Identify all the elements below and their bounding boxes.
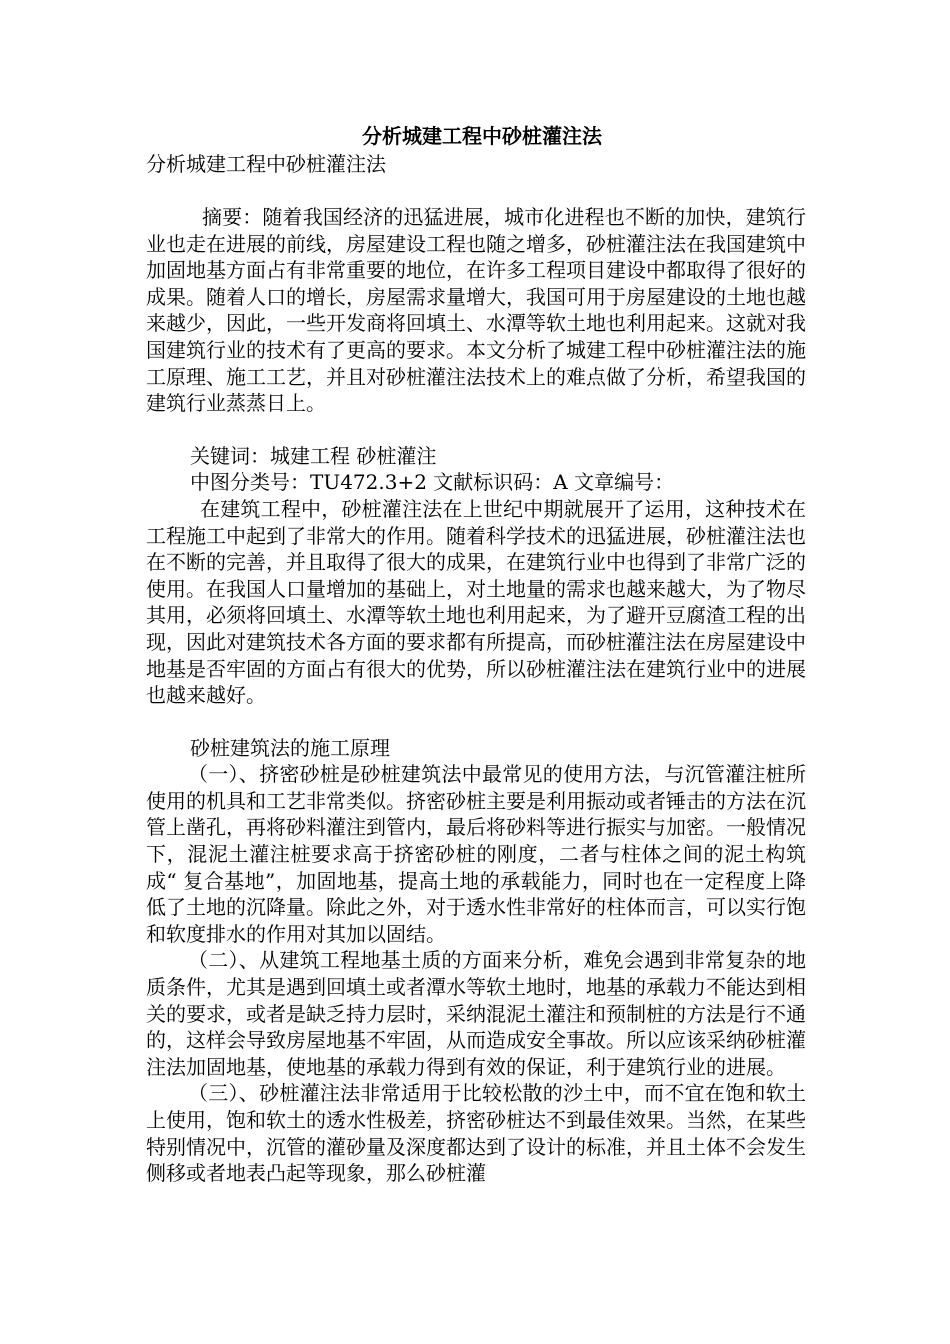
spacer [146, 178, 806, 204]
document-subtitle: 分析城建工程中砂桩灌注法 [146, 152, 386, 176]
body-paragraph-2: （二）、从建筑工程地基土质的方面来分析，难免会遇到非常复杂的地质条件，尤其是遇到回填土或者潭水等软土地时，地基的承载力不能达到相关的要求，或者是缺乏持力层时，采纳混泥土灌注和预制桩的方法是行不通的，这样会导致房屋地基不牢固，从而造成安全事故。所以应该采纳砂桩灌注法加固地基，使地基的承载力得到有效的保证，利于建筑行业的进展。 [146, 948, 806, 1079]
keywords-line: 关键词：城建工程 砂桩灌注 [190, 443, 437, 468]
classification-line: 中图分类号：TU472.3+2 文献标识码：A 文章编号： [190, 470, 675, 495]
abstract-paragraph: 摘要：随着我国经济的迅猛进展，城市化进程也不断的加快，建筑行业也走在进展的前线，房屋建设工程也随之增多，砂桩灌注法在我国建筑中加固地基方面占有非常重要的地位，在许多工程项目建设中都取得了很好的成果。随着人口的增长，房屋需求量增大，我国可用于房屋建设的土地也越来越少，因此，一些开发商将回填土、水潭等软土地也利用起来。这就对我国建筑行业的技术有了更高的要求。本文分析了城建工程中砂桩灌注法的施工原理、施工工艺，并且对砂桩灌注法技术上的难点做了分析，希望我国的建筑行业蒸蒸日上。 [146, 205, 806, 416]
spacer [146, 709, 806, 735]
body-paragraph-3: （三）、砂桩灌注法非常适用于比较松散的沙土中，而不宜在饱和软土上使用，饱和软土的透水性极差，挤密砂桩达不到最佳效果。当然，在某些特别情况中，沉管的灌砂量及深度都达到了设计的标准，并且土体不会发生侧移或者地表凸起等现象，那么砂桩灌 [146, 1081, 806, 1186]
document-page [146, 122, 806, 1187]
section-heading: 砂桩建筑法的施工原理 [190, 735, 390, 760]
spacer [146, 417, 806, 443]
document-title: 分析城建工程中砂桩灌注法 [362, 124, 602, 148]
body-paragraph-1: （一）、挤密砂桩是砂桩建筑法中最常见的使用方法，与沉管灌注桩所使用的机具和工艺非常类似。挤密砂桩主要是利用振动或者锤击的方法在沉管上凿孔，再将砂料灌注到管内，最后将砂料等进行振实与加密。一般情况下，混泥土灌注桩要求高于挤密砂桩的刚度，二者与柱体之间的泥土构筑成“ 复合基地”，加固地基，提高土地的承载能力，同时也在一定程度上降低了土地的沉降量。除此之外，对于透水性非常好的柱体而言，可以实行饱和软度排水的作用对其加以固结。 [146, 762, 806, 946]
intro-paragraph: 在建筑工程中，砂桩灌注法在上世纪中期就展开了运用，这种技术在工程施工中起到了非常大的作用。随着科学技术的迅猛进展，砂桩灌注法也在不断的完善，并且取得了很大的成果，在建筑行业中也得到了非常广泛的使用。在我国人口量增加的基础上，对土地量的需求也越来越大，为了物尽其用，必须将回填土、水潭等软土地也利用起来，为了避开豆腐渣工程的出现，因此对建筑技术各方面的要求都有所提高，而砂桩灌注法在房屋建设中地基是否牢固的方面占有很大的优势，所以砂桩灌注法在建筑行业中的进展也越来越好。 [146, 496, 806, 708]
